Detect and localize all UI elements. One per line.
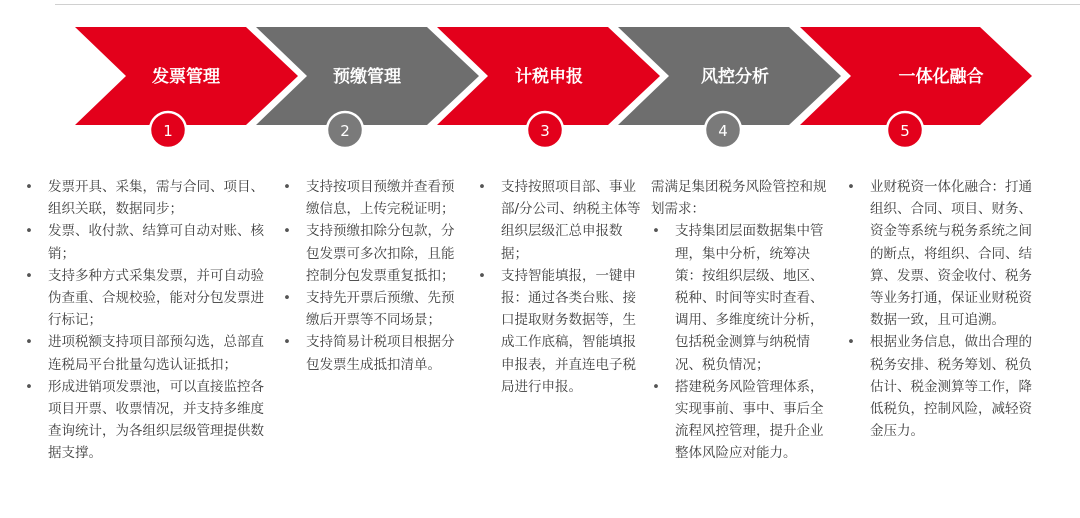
stage-5-title: 一体化融合 [898,67,984,87]
stage-3-details [501,176,641,398]
list-item: • 支持按项目预缴并查看预缴信息，上传完税证明； [306,176,466,220]
list-item: • 搭建税务风险管理体系，实现事前、事中、事后全流程风控管理，提升企业整体风险应对能力。 [675,376,831,465]
stage-4-title: 风控分析 [701,67,769,87]
stage-4-details [651,176,831,465]
stage-1-title: 发票管理 [152,67,220,87]
stage-1-number: 1 [163,122,173,140]
stage-5-details [870,176,1042,442]
stage-3-number: 3 [540,122,550,140]
list-item: • 支持预缴扣除分包款，分包发票可多次扣除，且能控制分包发票重复抵扣； [306,220,466,287]
list-item: • 支持先开票后预缴、先预缴后开票等不同场景； [306,287,466,331]
list-item: • 支持简易计税项目根据分包发票生成抵扣清单。 [306,331,466,375]
stage-3-title: 计税申报 [515,67,583,87]
list-item: • 形成进销项发票池，可以直接监控各项目开票、收票情况，并支持多维度查询统计，为各组织层级管理提供数据支撑。 [48,376,270,465]
stage-4-intro: 需满足集团税务风险管控和规划需求： [651,179,827,218]
stage-4-number: 4 [718,122,728,140]
stage-2-title: 预缴管理 [333,67,401,87]
stage-1-details [48,176,270,465]
process-flow [0,0,1080,170]
list-item: • 支持多种方式采集发票，并可自动验伪查重、合规校验，能对分包发票进行标记； [48,265,270,332]
list-item: • 支持智能填报，一键申报：通过各类台账、接口提取财务数据等，生成工作底稿，智能填报申报表，并直连电子税局进行申报。 [501,265,641,398]
list-item: • 进项税额支持项目部预勾选，总部直连税局平台批量勾选认证抵扣； [48,331,270,375]
list-item: • 发票、收付款、结算可自动对账、核销； [48,220,270,264]
list-item: • 发票开具、采集，需与合同、项目、组织关联，数据同步； [48,176,270,220]
stage-5-number: 5 [900,122,910,140]
list-item: • 业财税资一体化融合：打通组织、合同、项目、财务、资金等系统与税务系统之间的断点，将组织、合同、结算、发票、资金收付、税务等业务打通，保证业财税资数据一致，且可追溯。 [870,176,1042,331]
stage-2-number: 2 [340,122,350,140]
list-item: • 支持按照项目部、事业部/分公司、纳税主体等组织层级汇总申报数据； [501,176,641,265]
list-item: • 根据业务信息，做出合理的税务安排、税务筹划、税负估计、税金测算等工作，降低税负，控制风险，减轻资金压力。 [870,331,1042,442]
list-item: • 支持集团层面数据集中管理，集中分析，统筹决策：按组织层级、地区、税种、时间等实时查看、调用、多维度统计分析，包括税金测算与纳税情况、税负情况； [675,220,831,375]
stage-2-details [306,176,466,376]
